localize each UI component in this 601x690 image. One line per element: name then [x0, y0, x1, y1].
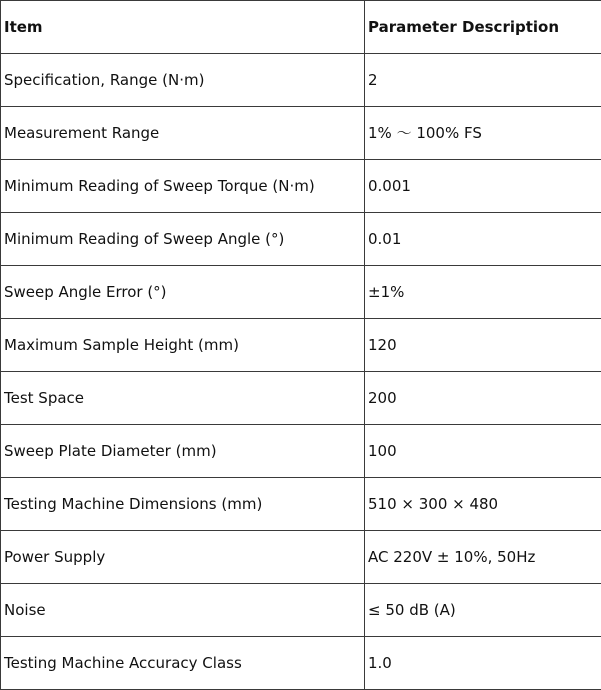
parameter-cell: 100 — [365, 425, 601, 478]
table-row — [1, 54, 601, 107]
parameter-cell: 1.0 — [365, 637, 601, 690]
item-cell: Sweep Angle Error (°) — [1, 266, 365, 319]
item-cell: Sweep Plate Diameter (mm) — [1, 425, 365, 478]
table-header-row — [1, 1, 601, 54]
item-cell: Measurement Range — [1, 107, 365, 160]
item-cell: Minimum Reading of Sweep Torque (N·m) — [1, 160, 365, 213]
table-row — [1, 478, 601, 531]
table-row — [1, 160, 601, 213]
header-parameter-description: Parameter Description — [365, 1, 601, 54]
item-cell: Specification, Range (N·m) — [1, 54, 365, 107]
table-row — [1, 213, 601, 266]
table-row — [1, 372, 601, 425]
item-cell: Power Supply — [1, 531, 365, 584]
item-cell: Maximum Sample Height (mm) — [1, 319, 365, 372]
parameter-cell: ±1% — [365, 266, 601, 319]
item-cell: Test Space — [1, 372, 365, 425]
parameter-cell: 1% ～ 100% FS — [365, 107, 601, 160]
table-row — [1, 584, 601, 637]
parameter-cell: 120 — [365, 319, 601, 372]
table-row — [1, 319, 601, 372]
parameter-cell: AC 220V ± 10%, 50Hz — [365, 531, 601, 584]
parameter-cell: 0.01 — [365, 213, 601, 266]
table-row — [1, 107, 601, 160]
parameter-cell: 0.001 — [365, 160, 601, 213]
table-row — [1, 531, 601, 584]
item-cell: Minimum Reading of Sweep Angle (°) — [1, 213, 365, 266]
parameter-cell: 200 — [365, 372, 601, 425]
header-item: Item — [1, 1, 365, 54]
parameter-cell: 2 — [365, 54, 601, 107]
table-row — [1, 266, 601, 319]
table-row — [1, 425, 601, 478]
parameter-cell: ≤ 50 dB (A) — [365, 584, 601, 637]
item-cell: Testing Machine Accuracy Class — [1, 637, 365, 690]
table-row — [1, 637, 601, 690]
item-cell: Noise — [1, 584, 365, 637]
item-cell: Testing Machine Dimensions (mm) — [1, 478, 365, 531]
parameter-cell: 510 × 300 × 480 — [365, 478, 601, 531]
